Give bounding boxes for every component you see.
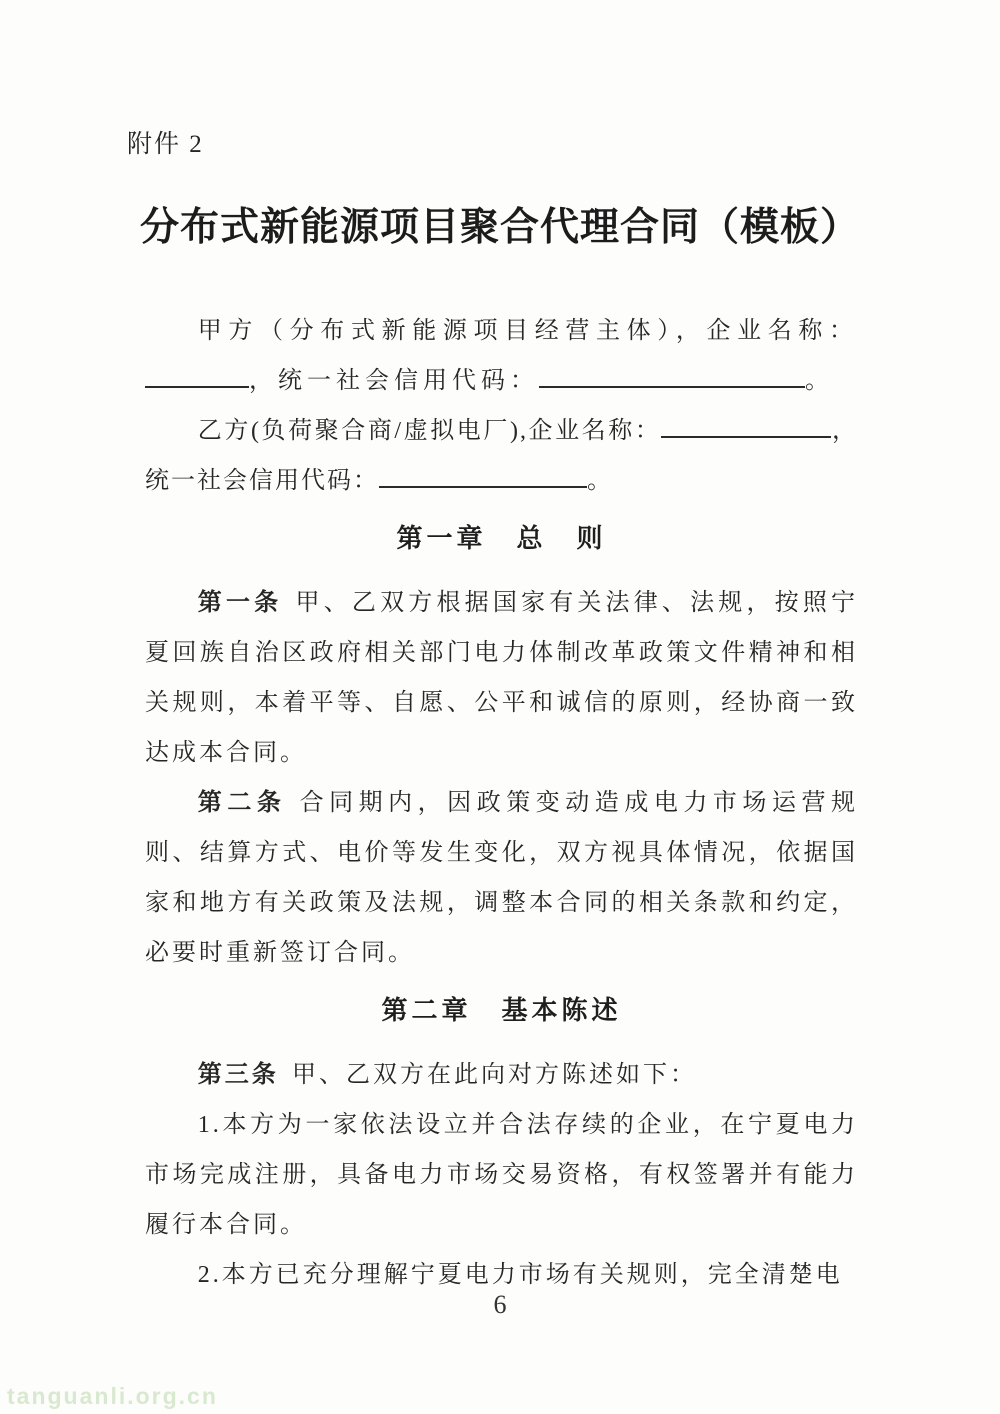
- party-a-name-blank-field: [145, 361, 249, 388]
- party-a-code-label: ，统一社会信用代码：: [249, 368, 539, 394]
- party-a-prefix: 甲方（分布式新能源项目经营主体），企业名称：: [197, 318, 858, 344]
- party-b-code-blank-field: [379, 461, 587, 488]
- article-1: [145, 578, 858, 778]
- article-3-text: 甲、乙双方在此向对方陈述如下：: [291, 1062, 697, 1088]
- statement-item-2: 2.本方已充分理解宁夏电力市场有关规则，完全清楚电: [197, 1262, 843, 1288]
- watermark: tanguanli.org.cn: [7, 1383, 218, 1409]
- article-2-text: 合同期内，因政策变动造成电力市场运营规则、结算方式、电价等发生变化，双方视具体情况，依据国家和地方有关政策及法规，调整本合同的相关条款和约定，必要时重新签订合同。: [145, 790, 859, 966]
- article-2: [145, 778, 858, 978]
- party-a-period: 。: [805, 368, 834, 394]
- chapter-1-heading: 第一章 总 则: [396, 524, 607, 553]
- document-body: [145, 306, 858, 1300]
- article-1-text: 甲、乙双方根据国家有关法律、法规，按照宁夏回族自治区政府相关部门电力体制改革政策文件精神和相关规则，本着平等、自愿、公平和诚信的原则，经协商一致达成本合同。: [145, 590, 859, 766]
- article-2-label: 第二条: [197, 790, 287, 816]
- party-b-period: 。: [587, 468, 613, 494]
- chapter-2-heading: 第二章 基本陈述: [381, 996, 622, 1025]
- party-b-prefix: 乙方(负荷聚合商/虚拟电厂),企业名称：: [197, 418, 662, 444]
- party-b-name-blank-field: [661, 411, 831, 438]
- party-b-clause: [145, 406, 858, 506]
- document-title: 分布式新能源项目聚合代理合同（模板）: [139, 206, 860, 250]
- party-a-clause: [145, 306, 858, 406]
- article-1-label: 第一条: [197, 590, 283, 616]
- statement-item-1: 1.本方为一家依法设立并合法存续的企业，在宁夏电力市场完成注册，具备电力市场交易资格，有权签署并有能力履行本合同。: [145, 1112, 858, 1238]
- article-3: [145, 1050, 858, 1100]
- article-3-label: 第三条: [197, 1062, 279, 1088]
- attachment-label: 附件 2: [127, 131, 204, 158]
- party-b-code-label: ，统一社会信用代码：: [145, 418, 858, 494]
- party-a-code-blank-field: [539, 361, 805, 388]
- page-number: 6: [493, 1290, 507, 1319]
